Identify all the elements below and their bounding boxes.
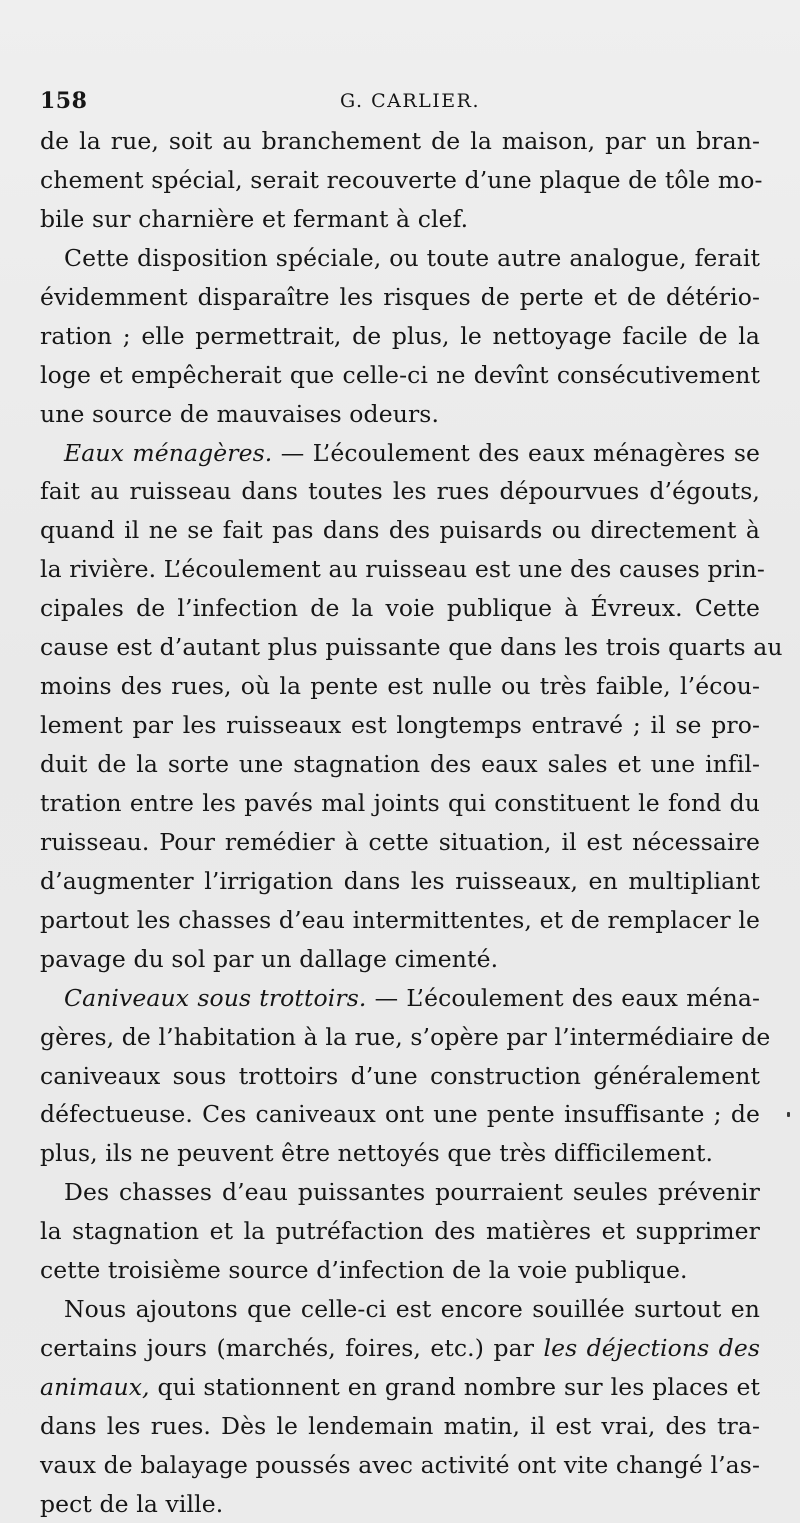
- text-line: [40, 745, 760, 784]
- text-line: [40, 1407, 760, 1446]
- text-segment: duit de la sorte une stagnation des eaux sales et une infil-: [40, 750, 760, 778]
- text-line: [40, 823, 760, 862]
- text-segment: une source de mauvaises odeurs.: [40, 399, 440, 428]
- page-number: 158: [40, 88, 88, 114]
- text-segment: partout les chasses d’eau intermittentes, et de remplacer le: [40, 905, 760, 934]
- text-segment: moins des rues, où la pente est nulle ou très faible, l’écou-: [40, 672, 760, 701]
- italic-heading-text: Eaux ménagères.: [64, 438, 273, 467]
- text-line: [40, 1212, 760, 1251]
- text-segment: caniveaux sous trottoirs d’une construction généralement: [40, 1061, 760, 1090]
- text-segment: plus, ils ne peuvent être nettoyés que très difficilement.: [40, 1139, 714, 1168]
- text-line: [40, 1446, 760, 1485]
- text-segment: la rivière. L’écoulement au ruisseau est une des causes prin-: [40, 555, 765, 584]
- text-segment: — L’écoulement des eaux ména-: [366, 983, 760, 1012]
- text-segment: Cette disposition spéciale, ou toute autre analogue, ferait: [64, 243, 760, 272]
- text-line: [40, 434, 760, 473]
- text-segment: d’augmenter l’irrigation dans les ruisseaux, en multipliant: [40, 866, 760, 895]
- text-line: [40, 667, 760, 706]
- ink-speck: [787, 1112, 790, 1117]
- text-line: [40, 784, 760, 823]
- text-line: [40, 511, 760, 550]
- text-line: [40, 1057, 760, 1096]
- text-segment: ruisseau. Pour remédier à cette situation, il est nécessaire: [40, 827, 760, 856]
- text-segment: loge et empêcherait que celle-ci ne devînt consécutivement: [40, 360, 760, 389]
- text-segment: évidemment disparaître les risques de perte et de détério-: [40, 282, 760, 311]
- text-segment: fait au ruisseau dans toutes les rues dépourvues d’égouts,: [40, 477, 760, 506]
- text-segment: chement spécial, serait recouverte d’une plaque de tôle mo-: [40, 165, 763, 194]
- text-segment: qui stationnent en grand nombre sur les places et: [149, 1373, 760, 1401]
- text-line: [40, 589, 760, 628]
- text-line: [40, 472, 760, 511]
- text-line: [40, 1018, 771, 1057]
- text-line: [40, 901, 760, 940]
- text-segment: pect de la ville.: [40, 1489, 224, 1518]
- text-line: [40, 278, 760, 317]
- text-segment: vaux de balayage poussés avec activité ont vite changé l’as-: [40, 1450, 760, 1479]
- body-text: [40, 122, 783, 1523]
- italic-heading-text: Caniveaux sous trottoirs.: [64, 983, 367, 1012]
- text-line: [40, 628, 783, 667]
- text-segment: bile sur charnière et fermant à clef.: [40, 204, 469, 233]
- text-segment: gères, de l’habitation à la rue, s’opère par l’intermédiaire de: [40, 1022, 771, 1051]
- text-line: [40, 550, 765, 589]
- italic-heading-text: animaux,: [40, 1373, 150, 1401]
- text-segment: défectueuse. Ces caniveaux ont une pente insuffisante ; de: [40, 1100, 760, 1129]
- text-line: [40, 356, 760, 395]
- text-line: [40, 979, 760, 1018]
- text-line: [40, 1251, 760, 1290]
- text-segment: lement par les ruisseaux est longtemps entravé ; il se pro-: [40, 711, 760, 740]
- text-line: [40, 706, 760, 745]
- text-segment: pavage du sol par un dallage cimenté.: [40, 944, 499, 973]
- italic-heading-text: les déjections des: [543, 1334, 760, 1363]
- text-line: [40, 122, 760, 161]
- text-line: [40, 1329, 760, 1368]
- running-head-author: G. CARLIER.: [340, 90, 480, 112]
- text-line: [40, 239, 760, 278]
- text-segment: cette troisième source d’infection de la voie publique.: [40, 1256, 688, 1285]
- text-line: [40, 1290, 760, 1329]
- text-segment: — L’écoulement des eaux ménagères se: [272, 438, 761, 467]
- text-segment: certains jours (marchés, foires, etc.) par: [40, 1334, 544, 1363]
- text-line: [40, 1173, 760, 1212]
- text-line: [40, 200, 760, 239]
- text-segment: dans les rues. Dès le lendemain matin, il est vrai, des tra-: [40, 1411, 760, 1440]
- text-line: [40, 1368, 760, 1407]
- text-line: [40, 940, 760, 979]
- text-segment: la stagnation et la putréfaction des matières et supprimer: [40, 1217, 760, 1246]
- text-segment: de la rue, soit au branchement de la maison, par un bran-: [40, 127, 760, 155]
- text-segment: Nous ajoutons que celle-ci est encore souillée surtout en: [64, 1295, 760, 1324]
- text-segment: ration ; elle permettrait, de plus, le nettoyage facile de la: [40, 321, 760, 350]
- text-segment: cause est d’autant plus puissante que dans les trois quarts au: [40, 633, 783, 662]
- text-line: [40, 862, 760, 901]
- text-line: [40, 1095, 760, 1134]
- text-line: [40, 1134, 760, 1173]
- text-line: [40, 161, 763, 200]
- text-segment: Des chasses d’eau puissantes pourraient seules prévenir: [64, 1178, 760, 1207]
- text-segment: quand il ne se fait pas dans des puisards ou directement à: [40, 516, 760, 545]
- text-segment: cipales de l’infection de la voie publique à Évreux. Cette: [40, 594, 760, 623]
- text-segment: tration entre les pavés mal joints qui constituent le fond du: [40, 788, 760, 817]
- running-head: [40, 88, 760, 118]
- text-line: [40, 1485, 760, 1523]
- text-line: [40, 395, 760, 434]
- text-line: [40, 317, 760, 356]
